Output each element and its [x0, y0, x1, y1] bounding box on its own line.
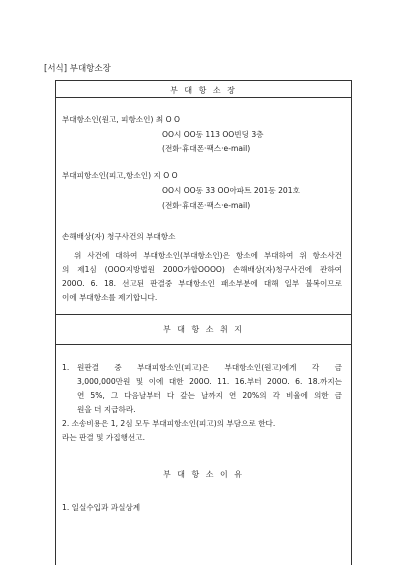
section-divider-bottom [56, 344, 351, 345]
reason-item-1: 1. 일실수입과 과실상계 [62, 503, 141, 512]
purpose-closing: 라는 판결 및 가집행선고. [62, 433, 146, 442]
appellant-address: OO시 OO동 113 OO빈딩 3층 [162, 130, 264, 139]
appellee-contact: (전화·휴대폰·팩스·e-mail) [162, 201, 251, 210]
form-caption: [서식] 부대항소장 [44, 64, 111, 74]
purpose-item-1-line-1: 원판결 중 부대피항소인(피고)은 부대항소인(원고)에게 각 금 [77, 363, 342, 372]
document-frame [55, 80, 352, 565]
purpose-item-1-line-4: 원을 더 지급하라. [77, 405, 136, 414]
purpose-item-1-number: 1. [62, 363, 70, 372]
intro-line-1: 위 사건에 대하여 부대항소인(부대항소인)은 항소에 부대하여 위 항소사건 [74, 251, 342, 260]
purpose-item-1-line-2: 3,000,000만원 및 이에 대한 200O. 11. 16.부터 200O. 6. 18.까지는 [77, 377, 342, 386]
title-divider [56, 97, 351, 98]
purpose-heading: 부 대 항 소 취 지 [162, 325, 245, 334]
purpose-item-2: 2. 소송비용은 1, 2심 모두 부대피항소인(피고)의 부담으로 한다. [62, 419, 276, 428]
appellant-role: 부대항소인(원고, 피항소인) 최 O O [62, 115, 180, 124]
document-title: 부 대 항 소 장 [170, 86, 237, 95]
case-name: 손해배상(자) 청구사건의 부대항소 [62, 232, 176, 241]
appellee-address: OO시 OO동 33 OO아파트 201동 201호 [162, 186, 300, 195]
appellee-role: 부대피항소인(피고,항소인) 지 O O [62, 171, 178, 180]
reason-heading: 부 대 항 소 이 유 [162, 470, 245, 479]
appellant-contact: (전화·휴대폰·팩스·e-mail) [162, 144, 251, 153]
intro-line-4: 이에 부대항소를 제기합니다. [62, 293, 158, 302]
section-divider-top [56, 314, 351, 315]
purpose-item-1-line-3: 연 5%, 그 다음날부터 다 갚는 날까지 연 20%의 각 비율에 의한 금 [77, 391, 342, 400]
intro-line-2: 의 제1심 (OOO지방법원 200O가합OOOO) 손해배상(자)청구사건에 관하여 [62, 265, 342, 274]
intro-line-3: 200O. 6. 18. 선고된 판결중 부대항소인 패소부분에 대해 일부 불복이므로 [62, 279, 342, 288]
